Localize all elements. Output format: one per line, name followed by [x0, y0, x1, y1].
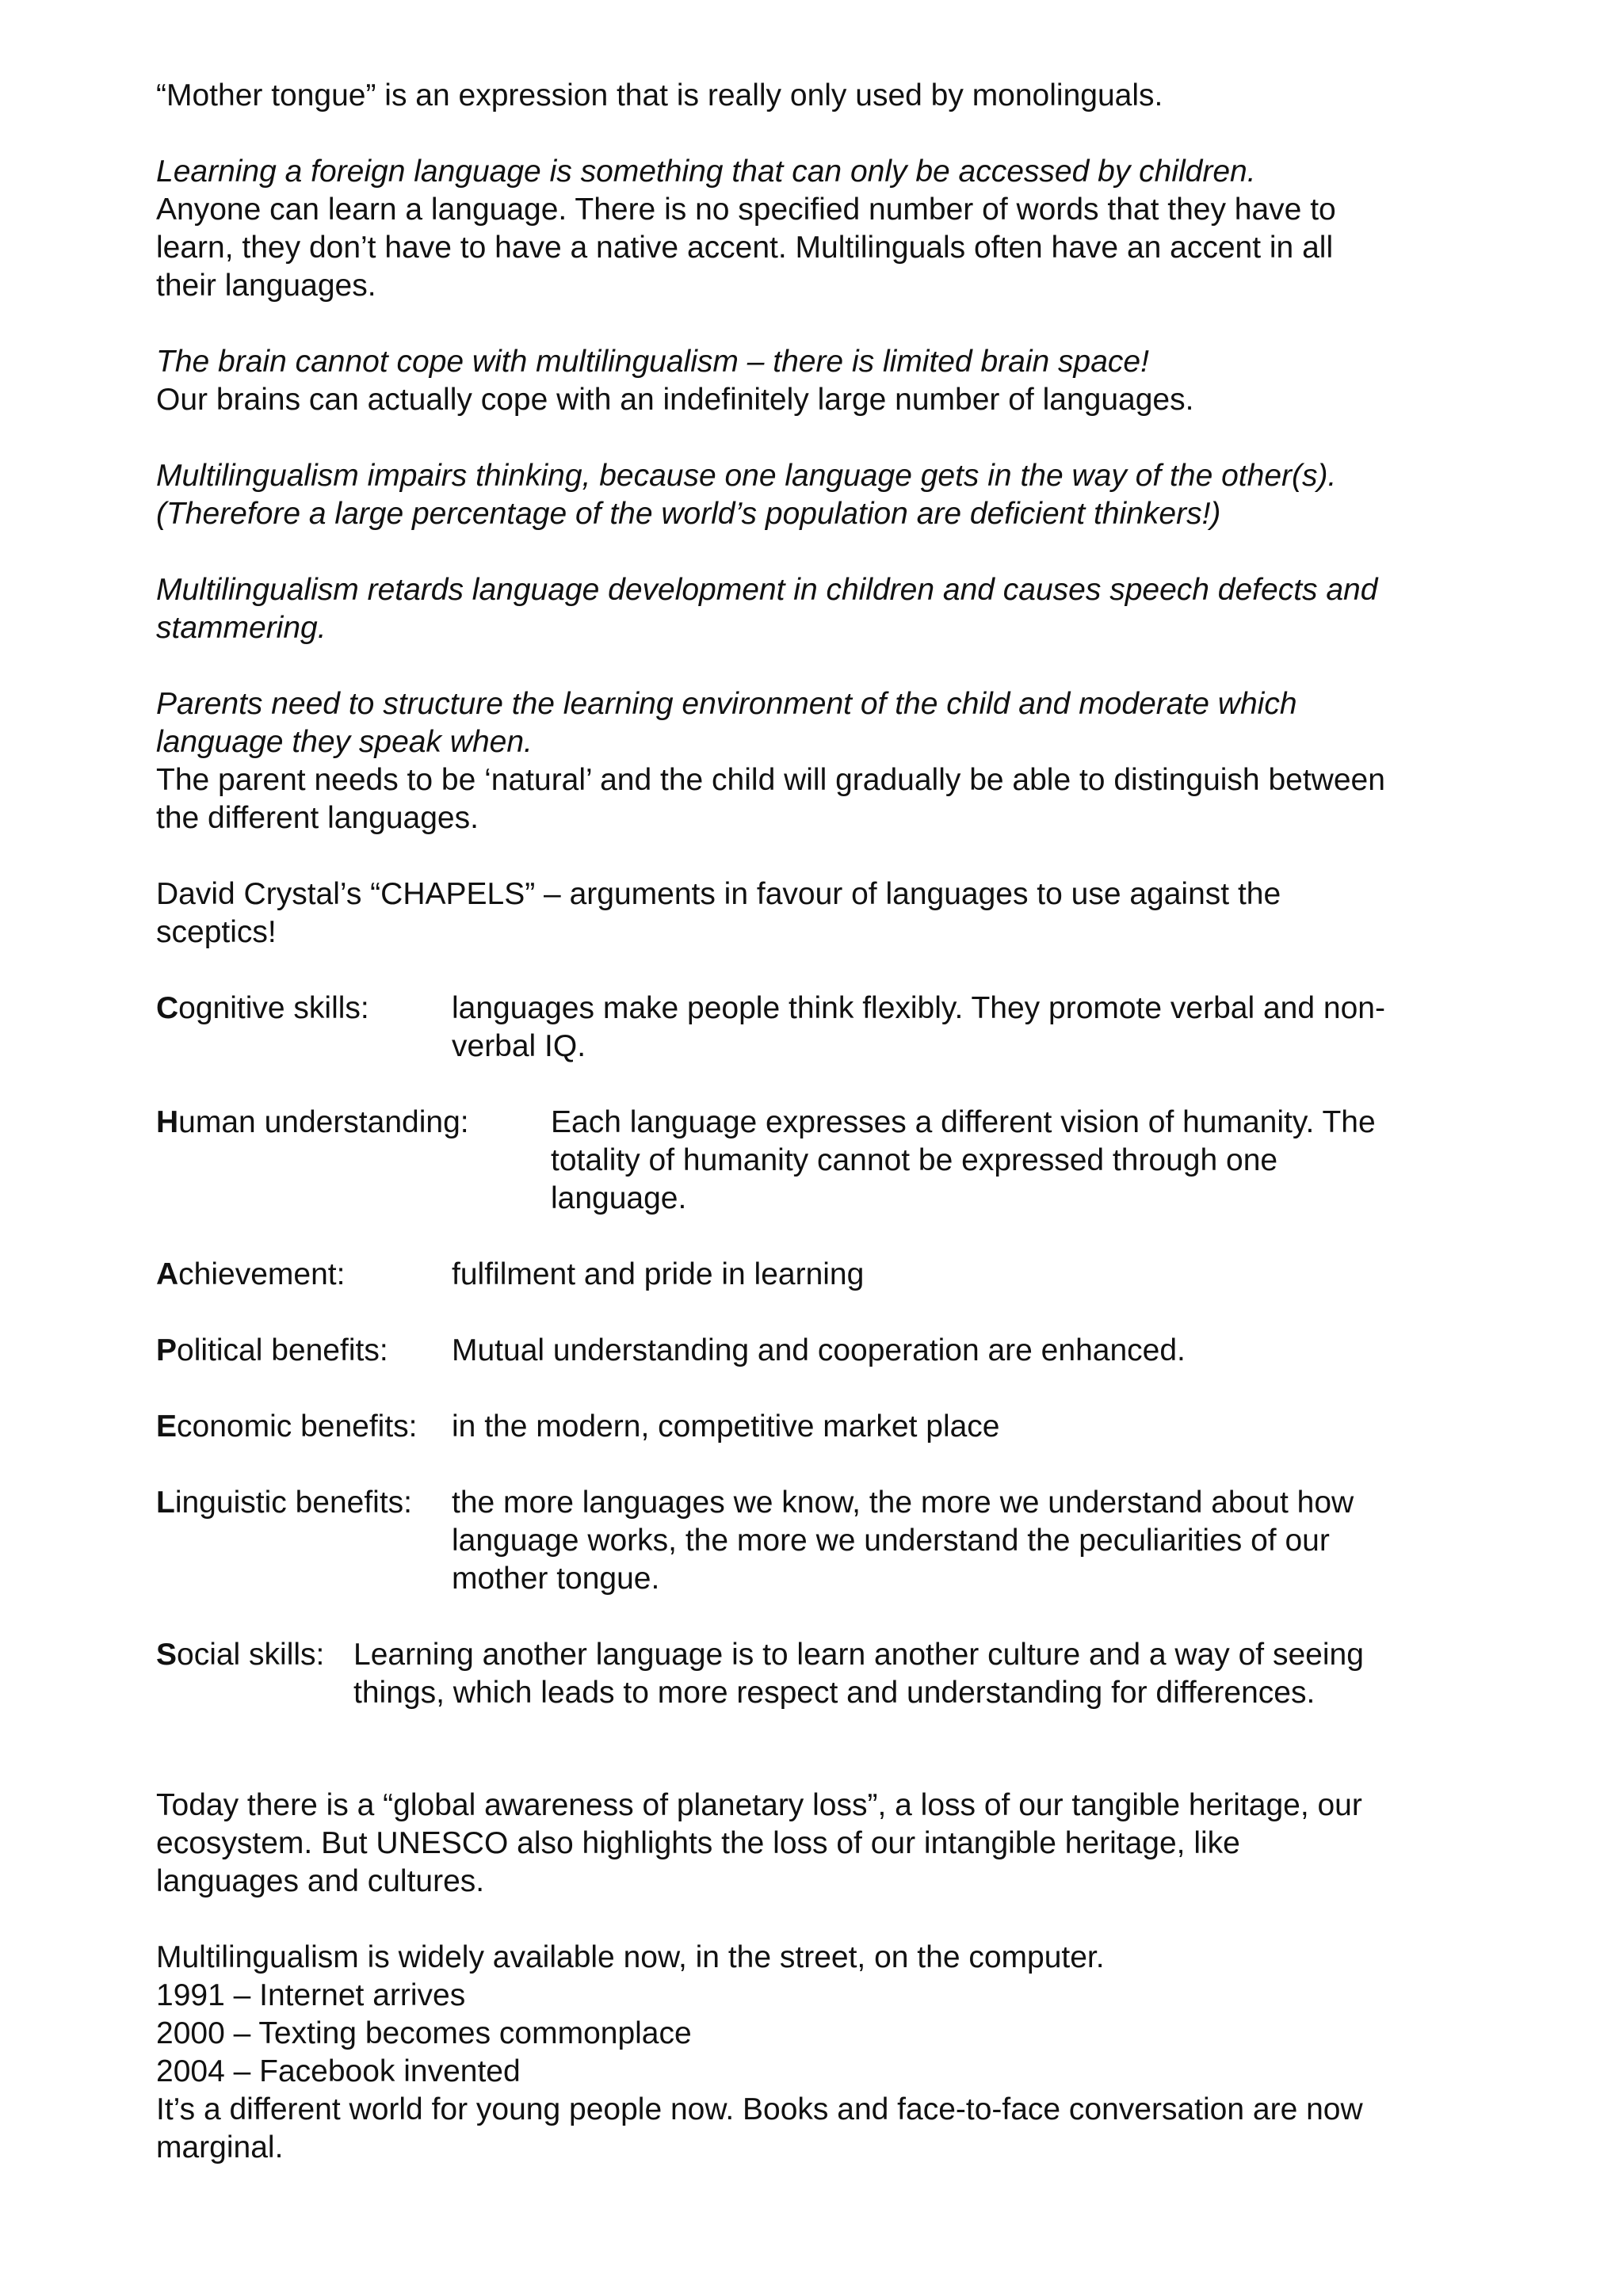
description-line: totality of humanity cannot be expressed through one [551, 1143, 1278, 1177]
chapels-item-cognitive [156, 990, 1487, 1066]
myth-block-thinking [156, 457, 1487, 533]
text-line: It’s a different world for young people now. Books and face-to-face conversation are now [156, 2092, 1363, 2126]
chapels-term [156, 1256, 452, 1294]
chapels-description [452, 1256, 864, 1294]
description-line: things, which leads to more respect and understanding for differences. [353, 1676, 1316, 1710]
chapels-term-rest: ognitive skills: [178, 991, 369, 1025]
description-line: fulfilment and pride in learning [452, 1257, 865, 1291]
chapels-description [452, 990, 1385, 1066]
chapels-term [156, 990, 452, 1066]
reply-line: Anyone can learn a language. There is no specified number of words that they have to [156, 193, 1336, 227]
document-page [156, 77, 1487, 2205]
myth-line: Learning a foreign language is something that can only be accessed by children. [156, 154, 1256, 189]
mother-tongue-paragraph [156, 77, 1487, 115]
myth-block-children [156, 153, 1487, 305]
section-spacer [156, 1750, 1487, 1787]
chapels-description [452, 1332, 1186, 1370]
myth-line: language they speak when. [156, 725, 533, 759]
description-line: the more languages we know, the more we understand about how [452, 1486, 1354, 1520]
text-line: languages and cultures. [156, 1864, 485, 1898]
chapels-initial: P [156, 1333, 178, 1367]
chapels-item-political [156, 1332, 1487, 1370]
chapels-initial: A [156, 1257, 179, 1291]
description-line: verbal IQ. [452, 1029, 586, 1063]
text-line: marginal. [156, 2130, 284, 2164]
chapels-description [551, 1104, 1376, 1218]
description-line: in the modern, competitive market place [452, 1409, 1000, 1444]
myth-line: The brain cannot cope with multilingualism – there is limited brain space! [156, 345, 1149, 379]
chapels-term [156, 1104, 551, 1218]
myth-line: (Therefore a large percentage of the world’s population are deficient thinkers!) [156, 497, 1221, 531]
description-line: language. [551, 1181, 687, 1215]
myth-line: Multilingualism impairs thinking, because one language gets in the way of the other(s). [156, 459, 1337, 493]
chapels-description [353, 1636, 1364, 1712]
text-line: sceptics! [156, 915, 277, 949]
description-line: language works, the more we understand the peculiarities of our [452, 1524, 1330, 1558]
myth-line: stammering. [156, 611, 327, 645]
myth-line: Multilingualism retards language development in children and causes speech defects and [156, 573, 1378, 607]
timeline-event: 2004 – Facebook invented [156, 2054, 521, 2088]
chapels-item-economic [156, 1408, 1487, 1446]
chapels-term-rest: ocial skills: [177, 1638, 325, 1672]
description-line: mother tongue. [452, 1562, 660, 1596]
chapels-term-rest: olitical benefits: [177, 1333, 388, 1367]
text-line: Today there is a “global awareness of planetary loss”, a loss of our tangible heritage, our [156, 1788, 1362, 1822]
chapels-item-social [156, 1636, 1487, 1712]
myth-block-development [156, 571, 1487, 647]
chapels-initial: L [156, 1486, 175, 1520]
chapels-term-rest: conomic benefits: [177, 1409, 418, 1444]
chapels-description [452, 1408, 1000, 1446]
myth-block-brain-space [156, 343, 1487, 419]
timeline-event: 1991 – Internet arrives [156, 1978, 466, 2012]
description-line: Each language expresses a different vision of humanity. The [551, 1105, 1376, 1139]
chapels-initial: S [156, 1638, 178, 1672]
chapels-term-rest: uman understanding: [178, 1105, 469, 1139]
chapels-item-linguistic [156, 1484, 1487, 1598]
text-line: ecosystem. But UNESCO also highlights the loss of our intangible heritage, like [156, 1826, 1240, 1860]
chapels-initial: H [156, 1105, 179, 1139]
reply-line: their languages. [156, 269, 376, 303]
chapels-term [156, 1408, 452, 1446]
description-line: languages make people think flexibly. They promote verbal and non- [452, 991, 1385, 1025]
chapels-item-human [156, 1104, 1487, 1218]
chapels-term [156, 1636, 353, 1712]
chapels-term [156, 1484, 452, 1598]
chapels-heading [156, 875, 1487, 952]
chapels-initial: C [156, 991, 179, 1025]
reply-line: learn, they don’t have to have a native accent. Multilinguals often have an accent in all [156, 231, 1334, 265]
reply-line: Our brains can actually cope with an indefinitely large number of languages. [156, 383, 1194, 417]
reply-line: The parent needs to be ‘natural’ and the child will gradually be able to distinguish between [156, 763, 1385, 797]
chapels-term-rest: inguistic benefits: [174, 1486, 412, 1520]
reply-line: the different languages. [156, 801, 479, 835]
timeline-event: 2000 – Texting becomes commonplace [156, 2016, 692, 2050]
chapels-term [156, 1332, 452, 1370]
description-line: Learning another language is to learn another culture and a way of seeing [353, 1638, 1364, 1672]
chapels-term-rest: chievement: [178, 1257, 346, 1291]
chapels-item-achievement [156, 1256, 1487, 1294]
myth-line: Parents need to structure the learning environment of the child and moderate which [156, 687, 1297, 721]
description-line: Mutual understanding and cooperation are enhanced. [452, 1333, 1186, 1367]
text-line: Multilingualism is widely available now, in the street, on the computer. [156, 1940, 1105, 1974]
text-line: “Mother tongue” is an expression that is really only used by monolinguals. [156, 78, 1163, 113]
chapels-description [452, 1484, 1354, 1598]
text-line: David Crystal’s “CHAPELS” – arguments in favour of languages to use against the [156, 877, 1281, 911]
timeline-paragraph [156, 1939, 1487, 2167]
myth-block-parents [156, 685, 1487, 837]
chapels-initial: E [156, 1409, 178, 1444]
heritage-paragraph [156, 1787, 1487, 1901]
